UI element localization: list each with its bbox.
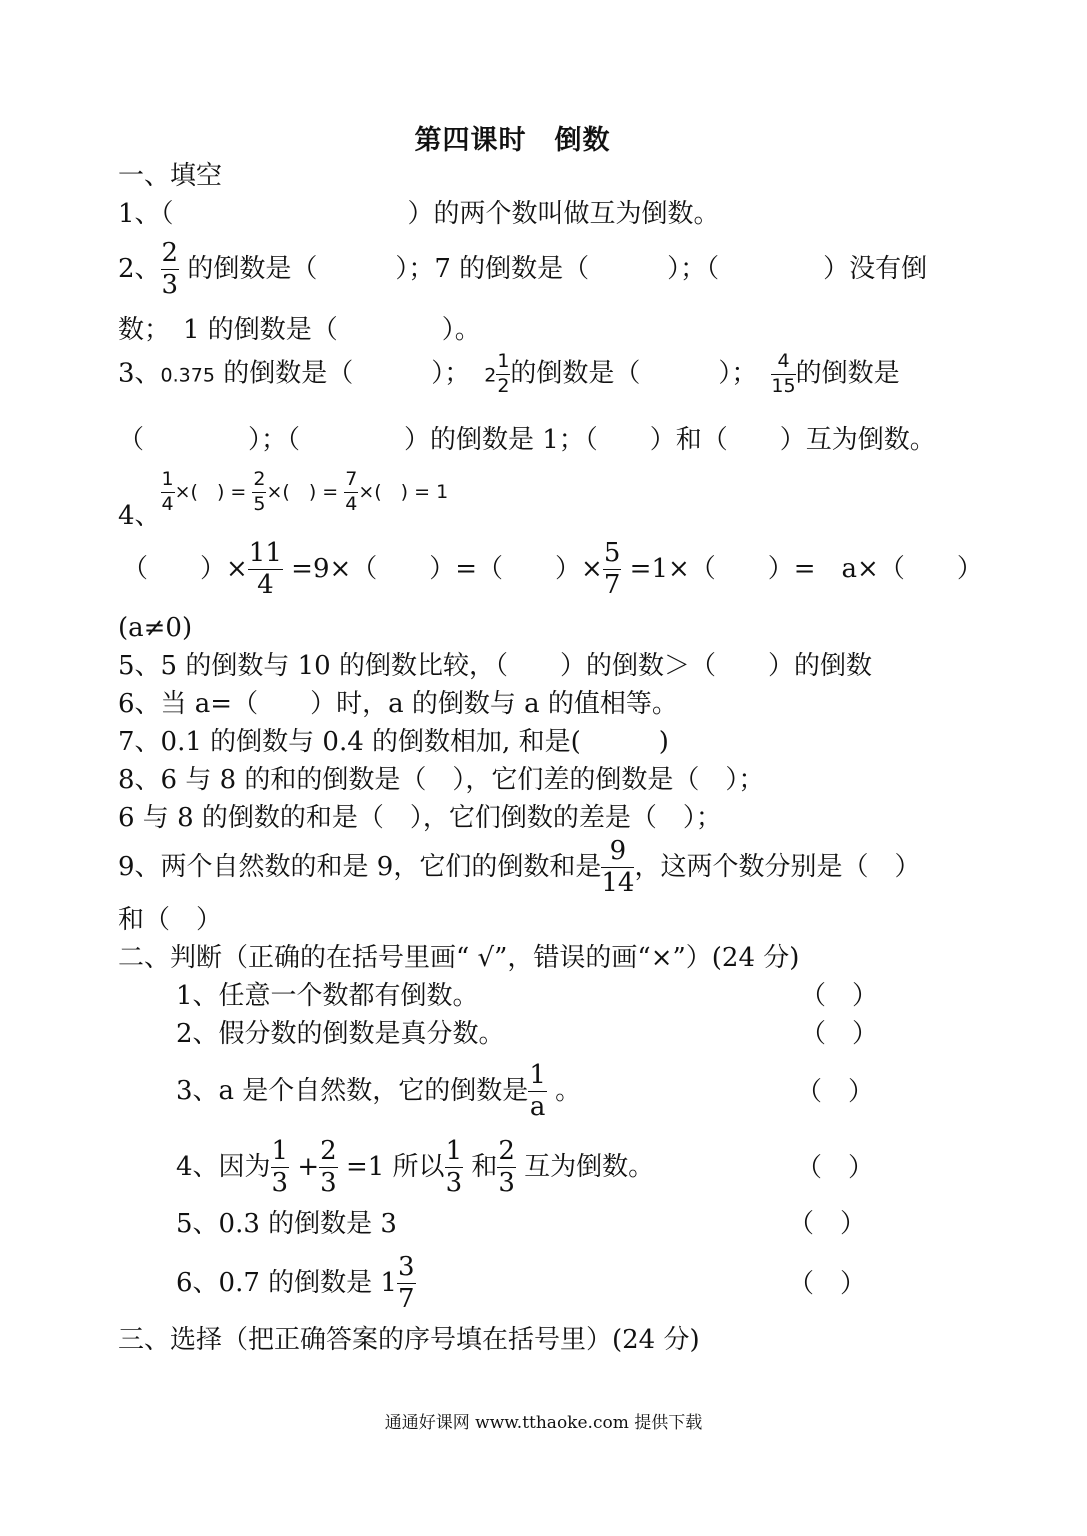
page-title: 第四课时 倒数 xyxy=(414,125,611,156)
question-4-prefix: 4、 xyxy=(118,500,161,531)
fraction-2-3: $\frac{2}{3}$ xyxy=(161,238,179,301)
fraction-9-14: $\frac{9}{14}$ xyxy=(601,836,635,899)
judge-item-1: 1、任意一个数都有倒数。 xyxy=(176,981,479,1011)
question-8-continued: 6 与 8 的倒数的和是（ ），它们倒数的差是（ ）； xyxy=(118,803,722,833)
question-3-text-2: 的倒数是（ ）； xyxy=(510,358,758,389)
fraction-5-7: $\frac{5}{7}$ xyxy=(603,538,621,601)
question-8: 8、6 与 8 的和的倒数是（ ），它们差的倒数是（ ）； xyxy=(118,765,765,795)
question-4-line-2-b: =9×（ ）=（ ）× xyxy=(282,553,603,584)
judge-item-4-and: 和 xyxy=(463,1151,498,1182)
question-9-continued: 和（ ） xyxy=(118,905,223,935)
decimal-0375: 0.375 xyxy=(160,364,215,387)
judge-item-6-text-a: 6、0.7 的倒数是 1 xyxy=(176,1267,397,1298)
section-1-heading: 一、填空 xyxy=(118,161,223,191)
question-2 xyxy=(118,240,927,300)
question-1: 1、（ ）的两个数叫做互为倒数。 xyxy=(118,199,720,229)
judge-item-2: 2、假分数的倒数是真分数。 xyxy=(176,1019,505,1049)
judge-bracket-2: （ ） xyxy=(800,1019,879,1049)
question-3-continued: （ ）；（ ）的倒数是 1；（ ）和（ ）互为倒数。 xyxy=(118,425,936,455)
question-9-text-b: ，这两个数分别是（ ） xyxy=(634,851,921,882)
judge-item-3-text-a: 3、a 是个自然数，它的倒数是 xyxy=(176,1075,529,1106)
question-6: 6、当 a=（ ）时，a 的倒数与 a 的值相等。 xyxy=(118,689,678,719)
mixed-number-fraction: $\frac{1}{2}$ xyxy=(497,350,510,397)
judge-bracket-3: （ ） xyxy=(796,1077,875,1107)
fraction-2-3-a: $\frac{2}{3}$ xyxy=(320,1136,337,1199)
judge-item-4-text-a: 4、因为 xyxy=(176,1151,271,1182)
question-4-mid-2: ×( ) = xyxy=(266,480,345,503)
fraction-11-4: $\frac{11}{4}$ xyxy=(248,538,282,601)
question-2-prefix: 2、 xyxy=(118,253,161,284)
fraction-4-15: $\frac{4}{15}$ xyxy=(771,350,796,397)
fraction-3-7: $\frac{3}{7}$ xyxy=(397,1252,415,1315)
judge-bracket-1: （ ） xyxy=(800,981,879,1011)
question-3-text-3: 的倒数是 xyxy=(795,358,900,389)
judge-item-4-mid: =1 所以 xyxy=(337,1151,445,1182)
question-4-line-2-a: （ ）× xyxy=(122,553,248,584)
question-4 xyxy=(118,470,448,532)
question-3 xyxy=(118,352,900,397)
mixed-number-whole: 2 xyxy=(484,364,497,387)
question-2-text: 的倒数是（ ）；7 的倒数是（ ）；（ ）没有倒 xyxy=(179,253,928,284)
judge-item-4 xyxy=(176,1138,654,1198)
judge-bracket-5: （ ） xyxy=(788,1209,867,1239)
judge-item-6 xyxy=(176,1254,416,1314)
judge-bracket-6: （ ） xyxy=(788,1269,867,1299)
question-4-line-2 xyxy=(122,540,983,600)
question-4-mid-1: ×( ) = xyxy=(174,480,253,503)
judge-item-4-text-b: 互为倒数。 xyxy=(515,1151,655,1182)
judge-item-3 xyxy=(176,1062,581,1122)
fraction-1-3-a: $\frac{1}{3}$ xyxy=(271,1136,289,1199)
judge-item-5: 5、0.3 的倒数是 3 xyxy=(176,1209,397,1239)
question-5: 5、5 的倒数与 10 的倒数比较，（ ）的倒数＞（ ）的倒数 xyxy=(118,651,872,681)
fraction-1-a: $\frac{1}{a}$ xyxy=(529,1060,546,1123)
question-9 xyxy=(118,838,920,898)
judge-bracket-4: （ ） xyxy=(796,1153,875,1183)
question-7: 7、0.1 的倒数与 0.4 的倒数相加, 和是( ) xyxy=(118,727,669,757)
fraction-1-4: $\frac{1}{4}$ xyxy=(161,468,174,515)
section-2-heading: 二、判断（正确的在括号里画“ √”，错误的画“×”）(24 分) xyxy=(118,943,800,973)
footer-text: 通通好课网 www.tthaoke.com 提供下载 xyxy=(384,1413,703,1433)
section-3-heading: 三、选择（把正确答案的序号填在括号里）(24 分) xyxy=(118,1325,700,1355)
question-4-line-2-c: =1×（ ）= a×（ ） xyxy=(621,553,983,584)
question-2-continued: 数； 1 的倒数是（ ）。 xyxy=(118,315,481,345)
judge-item-4-plus: + xyxy=(289,1151,320,1182)
question-3-text-1: 的倒数是（ ）； xyxy=(214,358,471,389)
fraction-1-3-b: $\frac{1}{3}$ xyxy=(445,1136,463,1199)
judge-item-3-text-b: 。 xyxy=(546,1075,582,1106)
question-4-end: ×( ) = 1 xyxy=(358,480,449,503)
fraction-2-3-b: $\frac{2}{3}$ xyxy=(498,1136,515,1199)
fraction-2-5: $\frac{2}{5}$ xyxy=(253,468,266,515)
question-4-condition: (a≠0) xyxy=(118,613,193,643)
fraction-7-4: $\frac{7}{4}$ xyxy=(345,468,358,515)
question-9-text-a: 9、两个自然数的和是 9，它们的倒数和是 xyxy=(118,851,602,882)
question-3-prefix: 3、 xyxy=(118,358,161,389)
